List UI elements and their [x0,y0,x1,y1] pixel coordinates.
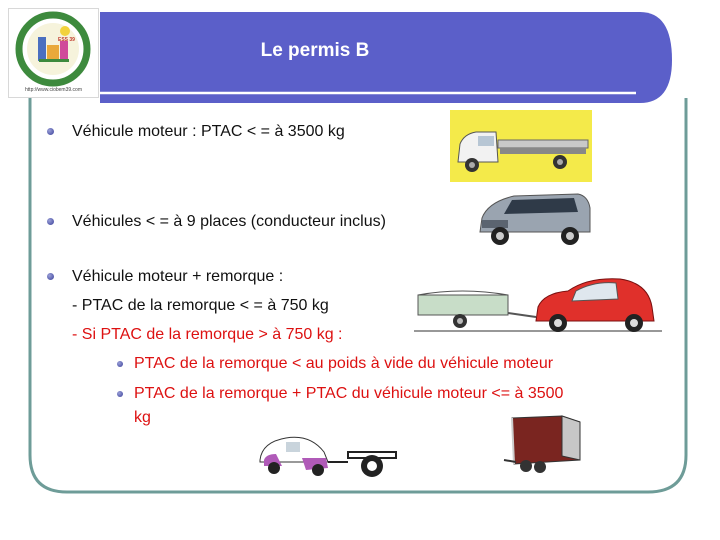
2cv-with-trailer-icon [256,430,400,480]
slide-title: Le permis B [260,40,370,61]
box-trailer-icon [502,410,584,474]
sub-bullet-dot [117,391,123,397]
bullet-text-1: Véhicule moteur : PTAC < = à 3500 kg [72,123,345,140]
sub-bullet-dot [117,361,123,367]
car-with-trailer-icon [412,273,664,335]
sub-line-2: - Si PTAC de la remorque > à 750 kg : [72,326,343,343]
logo [8,8,99,98]
sub-bullet-text-3: kg [134,409,151,426]
minibus-icon [474,186,594,250]
flatbed-truck-icon [450,110,592,182]
bullet-dot [47,273,54,280]
sub-bullet-text-1: PTAC de la remorque < au poids à vide du véhicule moteur [134,355,554,372]
sub-bullet-text-2: PTAC de la remorque + PTAC du véhicule moteur <= à 3500 [134,385,564,402]
bullet-dot [47,218,54,225]
bullet-dot [47,128,54,135]
logo-url: http://www.ciobem39.com [25,87,82,93]
sub-line-1: - PTAC de la remorque < = à 750 kg [72,297,329,314]
logo-badge-icon [9,9,98,87]
logo-badge-text: ESS 39 [58,37,75,43]
bullet-text-2: Véhicules < = à 9 places (conducteur inclus) [72,213,386,230]
bullet-text-3: Véhicule moteur + remorque : [72,268,284,285]
